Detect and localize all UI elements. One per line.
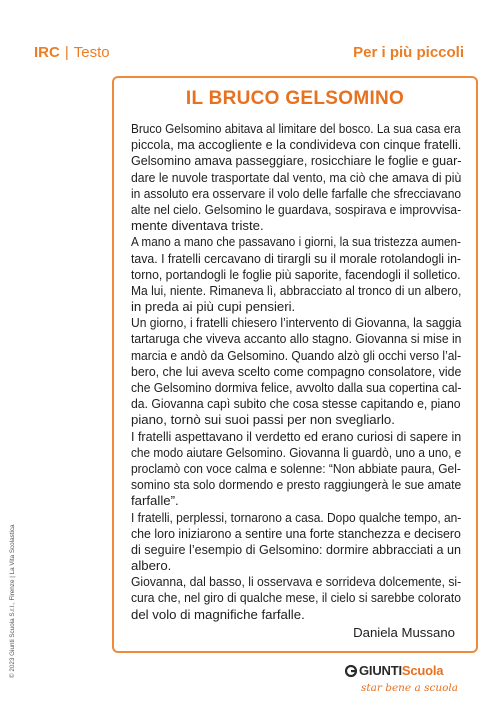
story-line: in assoluto era osservare il volo delle farfalle che sfrecciavano xyxy=(131,185,462,201)
story-line: mente diventava triste. xyxy=(131,218,264,234)
copyright-notice: © 2023 Giunti Scuola S.r.l., Firenze | La Vita Scolastica xyxy=(9,524,16,678)
story-line: somino sta solo dormendo e presto raggiungerà le sue amate xyxy=(131,477,462,493)
story-body xyxy=(131,121,461,623)
logo-brand-accent: Scuola xyxy=(401,663,444,678)
logo-mark-icon xyxy=(345,665,357,677)
story-line: torno, portandogli le foglie più saporite, facendogli il solletico. xyxy=(131,266,461,282)
story-line: piano, tornò sui suoi passi per non svegliarlo. xyxy=(131,412,395,428)
story-line: in preda ai più cupi pensieri. xyxy=(131,299,296,315)
story-line: Giovanna, dal basso, li osservava e sorrideva dolcemente, si- xyxy=(131,574,462,590)
story-line: Un giorno, i fratelli chiesero l’intervento di Giovanna, la saggia xyxy=(131,315,462,331)
story-line: dare le nuvole trasportate dal vento, ma ciò che amava di più xyxy=(131,169,462,185)
story-line: che modo aiutare Gelsomino. Giovanna li guardò, uno a uno, e xyxy=(131,444,462,460)
story-line: farfalle”. xyxy=(131,493,179,509)
audience-label: Per i più piccoli xyxy=(353,44,464,61)
story-line: tava. I fratelli cercavano di tirargli su il morale rotolandogli in- xyxy=(131,250,462,266)
story-line: Bruco Gelsomino abitava al limitare del bosco. La sua casa era xyxy=(131,121,461,136)
story-line: marcia e andò da Gelsomino. Quando alzò gli occhi verso l’al- xyxy=(131,347,462,363)
story-line: bero, che lui aveva scelto come compagno consolatore, vide xyxy=(131,363,462,379)
content-type-label: Testo xyxy=(73,44,110,61)
story-line: proclamò con voce calma e solenne: “Non abbiate paura, Gel- xyxy=(131,460,461,476)
logo-tagline: star bene a scuola xyxy=(361,682,459,694)
story-line: piccola, ma accogliente e la condivideva con cinque fratelli. xyxy=(131,137,462,153)
story-line: cura che, nel giro di qualche mese, il cielo si sarebbe colorato xyxy=(131,590,461,606)
page-header xyxy=(34,44,464,66)
story-line: I fratelli aspettavano il verdetto ed erano curiosi di sapere in xyxy=(131,428,462,444)
story-line: tartaruga che viveva accanto allo stagno. Giovanna si mise in xyxy=(131,331,462,347)
author-name: Daniela Mussano xyxy=(353,625,455,640)
story-line: Ma lui, niente. Rimaneva lì, abbracciato al tronco di un albero, xyxy=(131,282,462,298)
header-separator: | xyxy=(64,44,69,61)
story-title: IL BRUCO GELSOMINO xyxy=(185,88,405,109)
story-line: I fratelli, perplessi, tornarono a casa. Dopo qualche tempo, an- xyxy=(131,509,462,525)
section-label xyxy=(34,44,110,61)
publisher-logo xyxy=(345,663,475,703)
logo-brand-main: GIUNTI xyxy=(359,663,402,678)
story-line: albero. xyxy=(131,558,172,574)
story-line: del volo di magnifiche farfalle. xyxy=(131,606,305,622)
story-line: A mano a mano che passavano i giorni, la sua tristezza aumen- xyxy=(131,234,461,250)
story-line: alte nel cielo. Gelsomino le guardava, sospirava e improvvisa- xyxy=(131,201,462,217)
story-line: da. Giovanna capì subito che cosa stesse capitando e, piano xyxy=(131,396,461,412)
story-line: di seguire l’esempio di Gelsomino: dormire abbracciati a un xyxy=(131,541,461,557)
story-line: Gelsomino amava passeggiare, rosicchiare le foglie e guar- xyxy=(131,153,462,169)
story-line: che Gelsomino dormiva felice, avvolto dalla sua copertina cal- xyxy=(131,380,462,395)
subject-label: IRC xyxy=(34,44,60,61)
logo-brand xyxy=(359,663,443,678)
story-line: che loro iniziarono a sentire una forte stanchezza e decisero xyxy=(131,525,461,541)
